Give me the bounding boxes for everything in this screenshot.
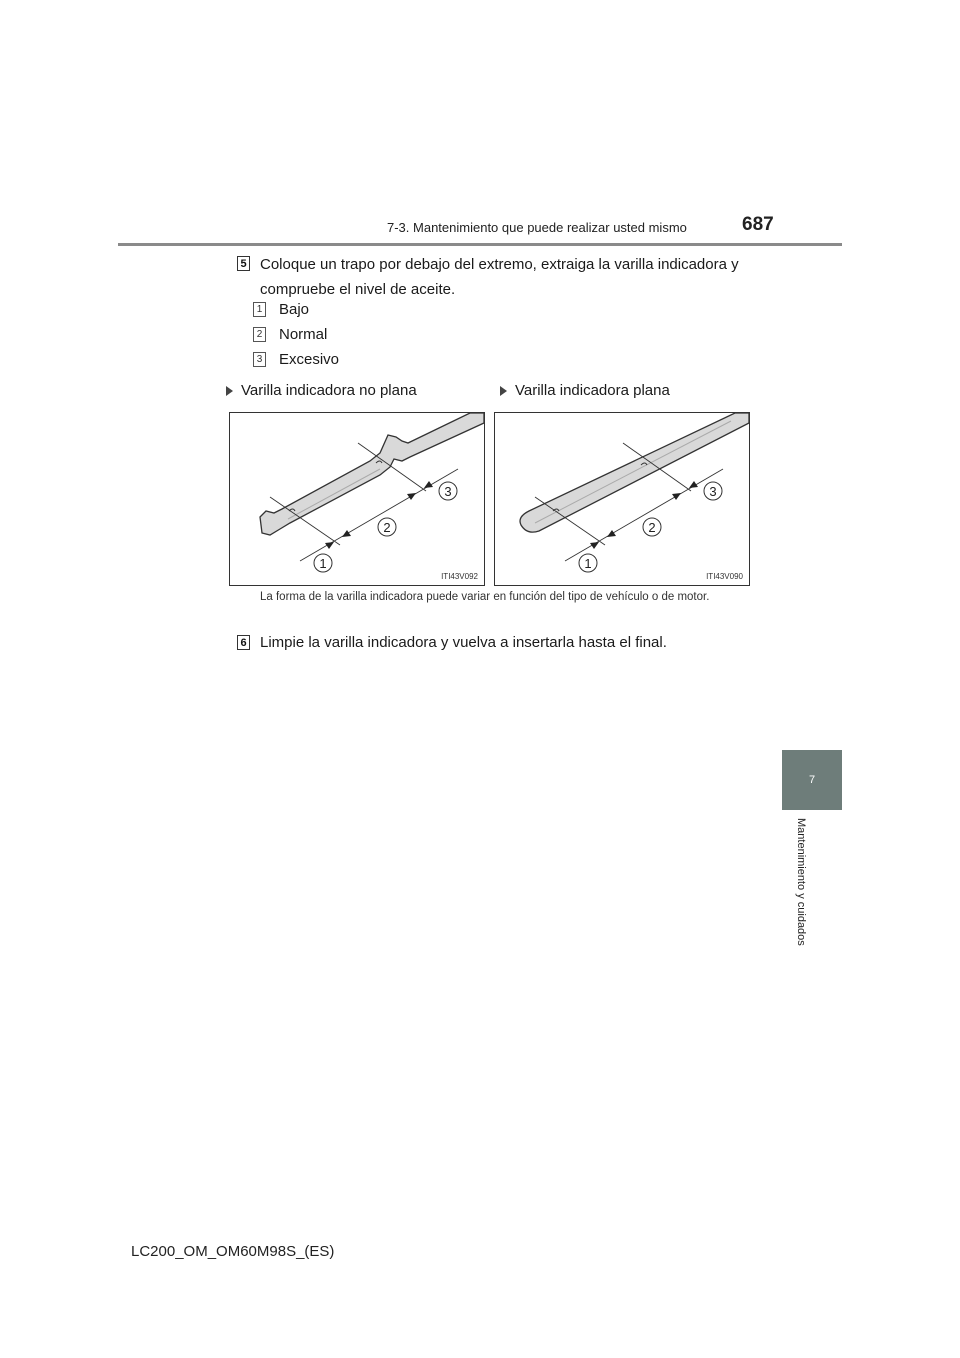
item-label-low: Bajo <box>279 301 310 318</box>
figure-flat-dipstick <box>494 412 750 586</box>
figure-heading-text: Varilla indicadora plana <box>515 382 670 399</box>
callout-label: 3 <box>709 484 717 499</box>
section-title: 7-3. Mantenimiento que puede realizar usted mismo <box>387 220 687 235</box>
dipstick-shape <box>520 413 749 532</box>
chapter-label: Mantenimiento y cuidados <box>795 818 807 946</box>
triangle-bullet-icon <box>226 386 233 396</box>
item-number: 3 <box>253 352 266 367</box>
figure-code: ITI43V090 <box>706 572 743 581</box>
callout-label: 1 <box>584 556 592 571</box>
chapter-tab <box>782 750 842 810</box>
arrow-head-icon <box>672 493 681 500</box>
item-number: 2 <box>253 327 266 342</box>
figure-heading-text: Varilla indicadora no plana <box>241 382 417 399</box>
figure-non-flat-dipstick <box>229 412 485 586</box>
flat-dipstick-illustration <box>495 413 749 585</box>
triangle-bullet-icon <box>500 386 507 396</box>
chapter-number: 7 <box>808 774 816 786</box>
step-5-text: Coloque un trapo por debajo del extremo, extraiga la varilla indicadora y compruebe el nivel de aceite. <box>260 256 739 298</box>
page-number: 687 <box>742 214 774 235</box>
non-flat-dipstick-illustration <box>230 413 484 585</box>
step-5-number: 5 <box>237 256 250 271</box>
figure-heading-flat <box>500 382 670 399</box>
header-rule <box>118 243 842 246</box>
arrow-head-icon <box>342 530 351 537</box>
arrow-head-icon <box>407 493 416 500</box>
figure-note: La forma de la varilla indicadora puede variar en función del tipo de vehículo o de motor. <box>260 591 710 603</box>
dimension-line <box>300 469 458 561</box>
document-code: LC200_OM_OM60M98S_(ES) <box>131 1243 335 1260</box>
callout-label: 2 <box>648 520 656 535</box>
callout-label: 2 <box>383 520 391 535</box>
step-6-number: 6 <box>237 635 250 650</box>
arrow-head-icon <box>607 530 616 537</box>
dipstick-highlight <box>288 469 380 519</box>
item-label-excessive: Excesivo <box>279 351 340 368</box>
item-number: 1 <box>253 302 266 317</box>
figure-heading-non-flat <box>226 382 417 399</box>
dipstick-shape <box>260 413 484 535</box>
callout-label: 1 <box>319 556 327 571</box>
item-label-normal: Normal <box>279 326 328 343</box>
figure-code: ITI43V092 <box>441 572 478 581</box>
dipstick-highlight <box>535 421 731 523</box>
step-6-text: Limpie la varilla indicadora y vuelva a insertarla hasta el final. <box>260 634 667 651</box>
callout-label: 3 <box>444 484 452 499</box>
